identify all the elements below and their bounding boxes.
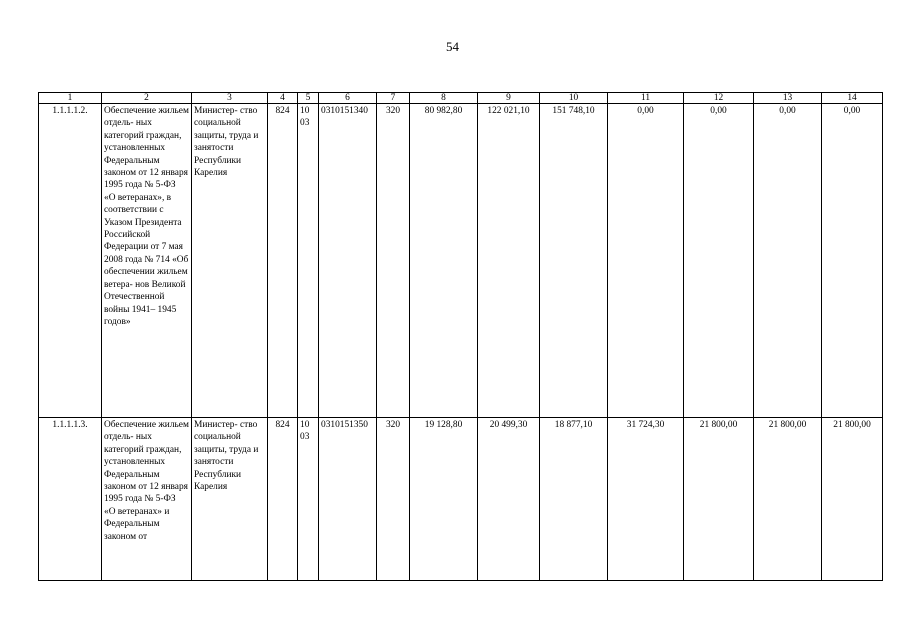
col-header: 10 xyxy=(540,93,608,104)
grbs-code: 824 xyxy=(268,104,298,418)
col-header: 4 xyxy=(268,93,298,104)
col-header: 2 xyxy=(102,93,192,104)
col-header: 9 xyxy=(478,93,540,104)
responsible-executor: Министер- ство социальной защиты, труда и занятости Республики Карелия xyxy=(192,104,268,418)
target-article-code: 0310151340 xyxy=(319,104,377,418)
amount-cell: 0,00 xyxy=(684,104,754,418)
budget-table xyxy=(38,92,883,581)
amount-cell: 20 499,30 xyxy=(478,418,540,581)
col-header: 14 xyxy=(822,93,883,104)
amount-cell: 122 021,10 xyxy=(478,104,540,418)
col-header: 11 xyxy=(608,93,684,104)
section-code: 10 03 xyxy=(298,104,319,418)
col-header: 12 xyxy=(684,93,754,104)
grbs-code: 824 xyxy=(268,418,298,581)
amount-cell: 21 800,00 xyxy=(754,418,822,581)
col-header: 8 xyxy=(410,93,478,104)
responsible-executor: Министер- ство социальной защиты, труда и занятости Республики Карелия xyxy=(192,418,268,581)
page-number: 54 xyxy=(446,39,459,54)
amount-cell: 0,00 xyxy=(608,104,684,418)
event-name: Обеспечение жильем отдель- ных категорий граждан, установленных Федеральным законом от 12 января 1995 года № 5-ФЗ «О ветеранах», в соответствии с Указом Президента Российской Федерации от 7 мая 2008 года № 714 «Об обеспечении жильем ветера- нов Великой Отечественной войны 1941– 1945 годов» xyxy=(102,104,192,418)
row-number: 1.1.1.1.3. xyxy=(39,418,102,581)
amount-cell: 0,00 xyxy=(822,104,883,418)
amount-cell: 151 748,10 xyxy=(540,104,608,418)
event-name: Обеспечение жильем отдель- ных категорий граждан, установленных Федеральным законом от 12 января 1995 года № 5-ФЗ «О ветеранах» и Федеральным законом от xyxy=(102,418,192,581)
target-article-code: 0310151350 xyxy=(319,418,377,581)
amount-cell: 80 982,80 xyxy=(410,104,478,418)
col-header: 13 xyxy=(754,93,822,104)
amount-cell: 0,00 xyxy=(754,104,822,418)
section-code: 10 03 xyxy=(298,418,319,581)
col-header: 5 xyxy=(298,93,319,104)
col-header: 7 xyxy=(377,93,410,104)
header-row xyxy=(39,93,883,104)
col-header: 3 xyxy=(192,93,268,104)
table-row xyxy=(39,104,883,418)
amount-cell: 21 800,00 xyxy=(684,418,754,581)
amount-cell: 21 800,00 xyxy=(822,418,883,581)
amount-cell: 18 877,10 xyxy=(540,418,608,581)
expense-type-code: 320 xyxy=(377,418,410,581)
amount-cell: 31 724,30 xyxy=(608,418,684,581)
expense-type-code: 320 xyxy=(377,104,410,418)
amount-cell: 19 128,80 xyxy=(410,418,478,581)
row-number: 1.1.1.1.2. xyxy=(39,104,102,418)
table-row xyxy=(39,418,883,581)
col-header: 6 xyxy=(319,93,377,104)
col-header: 1 xyxy=(39,93,102,104)
